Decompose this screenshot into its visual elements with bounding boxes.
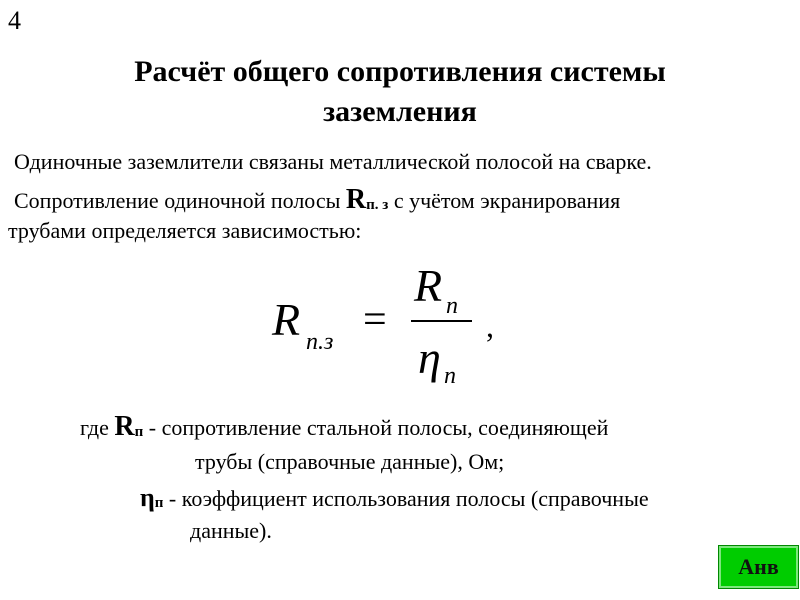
definition-eta-line-2: данные). [190,518,272,543]
definition-r-subscript: п [134,424,144,440]
resistance-symbol: R [345,184,367,215]
definition-r-text-1: - сопротивление стальной полосы, соединяющей [143,415,609,440]
formula-trailing-comma: , [486,308,494,344]
definition-eta-line-1 [140,484,649,517]
formula-lhs-sub: п.з [306,329,334,355]
definition-r-line-1 [80,413,608,446]
slide-number: 4 [8,6,21,35]
definition-eta-subscript: п [154,495,164,511]
paragraph-2-text-after: с учётом экранирования [388,188,621,213]
paragraph-1: Одиночные заземлители связаны металлической полосой на сварке. [14,149,652,174]
formula-denominator-sub: п [444,363,456,389]
formula-denominator-main: η [418,332,441,383]
definition-r-line-2: трубы (справочные данные), Ом; [195,449,505,474]
formula-numerator-sub: п [446,293,458,319]
paragraph-3: трубами определяется зависимостью: [8,218,362,243]
formula-equals: = [363,297,387,343]
paragraph-2-text-before: Сопротивление одиночной полосы [14,188,346,213]
anv-nav-button[interactable]: Анв [719,546,798,588]
title-line-1: Расчёт общего сопротивления системы [134,55,666,88]
definition-where: где [80,415,115,440]
formula-numerator-main: R [414,260,443,311]
paragraph-2 [14,186,620,219]
resistance-formula [268,255,528,395]
slide-title [0,52,800,132]
definition-eta-text-1: - коэффициент использования полосы (справочные [163,486,649,511]
resistance-symbol-subscript: п. з [366,197,389,213]
title-line-2: заземления [323,95,477,128]
definition-r-symbol: R [114,411,135,442]
definition-eta-symbol: η [140,483,155,512]
formula-lhs-main: R [272,294,301,345]
